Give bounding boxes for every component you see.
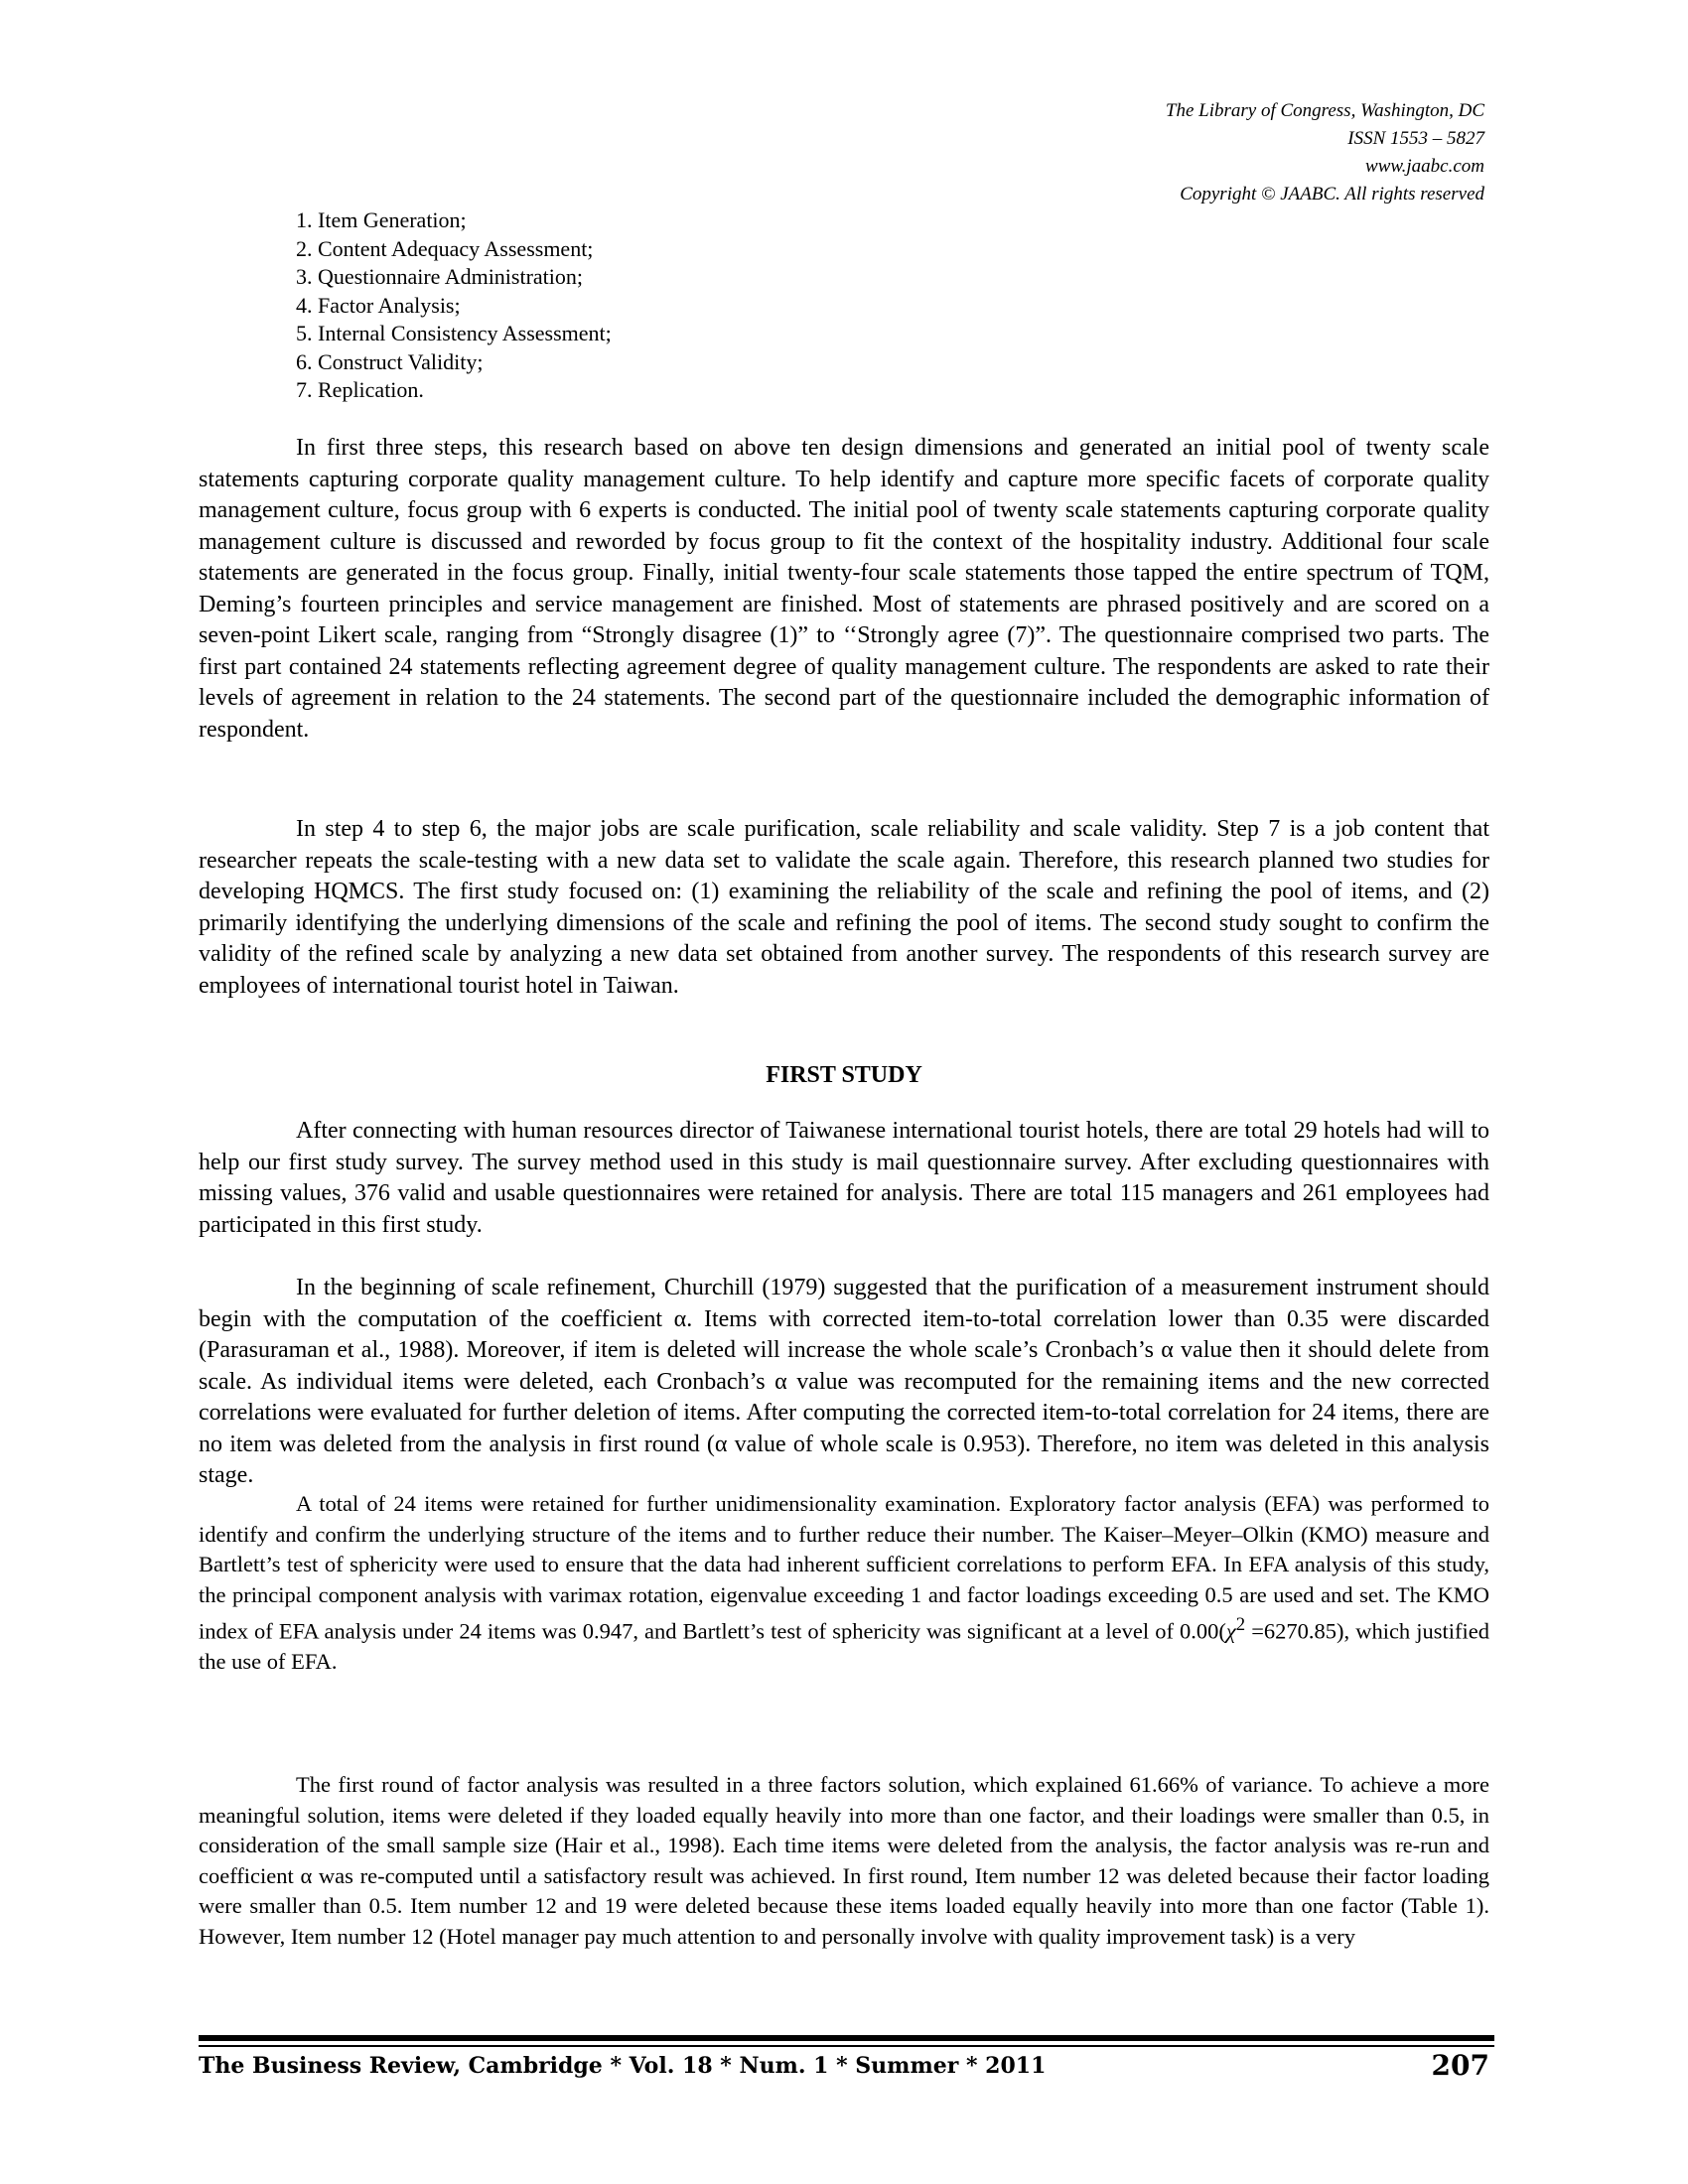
list-item: 2. Content Adequacy Assessment; [296,235,594,261]
paragraph-text: In the beginning of scale refinement, Churchill (1979) suggested that the purification of a measurement instrument should begin with the computation of the coefficient α. Items with corrected item-to-total correlation lower than 0.35 were discarded (Parasuraman et al., 1988). Moreover, if item is deleted will increase the whole scale’s Cronbach’s α value then it should delete from scale. As individual items were deleted, each Cronbach’s α value was recomputed for the remaining items and the new corrected correlations were evaluated for further deletion of items. After computing the corrected item-to-total correlation for 24 items, there are no item was deleted from the analysis in first round (α value of whole scale is 0.953). Therefore, no item was deleted in this analysis stage. [199,1275,1489,1488]
paragraph-text: In step 4 to step 6, the major jobs are scale purification, scale reliability and scale validity. Step 7 is a job content that researcher repeats the scale-testing with a new data set to validate the scale again. Therefore, this research planned two studies for developing HQMCS. The first study focused on: (1) examining the reliability of the scale and refining the pool of items, and (2) primarily identifying the underlying dimensions of the scale and refining the pool of items. The second study sought to confirm the validity of the refined scale by analyzing a new data set obtained from another survey. The respondents of this research survey are employees of international tourist hotel in Taiwan. [199,816,1489,999]
paragraph-scale-refinement [199,1273,1489,1492]
paragraph-text-part: A total of 24 items were retained for further unidimensionality examination. Exploratory factor analysis (EFA) was performed to identify and confirm the underlying structure of the items and to further reduce their number. The Kaiser–Meyer–Olkin (KMO) measure and Bartlett’s test of sphericity were used to ensure that the data had inherent sufficient correlations to perform EFA. In EFA analysis of this study, the principal component analysis with varimax rotation, eigenvalue exceeding 1 and factor loadings exceeding 0.5 are used and set. The KMO index of EFA analysis under 24 items was 0.947, and Bartlett’s test of sphericity was significant at a level of 0.00( [199,1491,1489,1644]
footer-rule-thick [199,2035,1494,2041]
footer-journal: The Business Review, Cambridge * Vol. 18 * Num. 1 * Summer * 2011 [199,2053,1047,2079]
paragraph-steps-four-to-six [199,814,1489,1002]
list-item: 5. Internal Consistency Assessment; [296,321,612,345]
header-website: www.jaabc.com [1365,156,1484,177]
paragraph-factor-analysis [199,1770,1489,1952]
header-issn: ISSN 1553 – 5827 [1347,128,1484,149]
paragraph-text [199,1489,1489,1678]
paragraph-survey [199,1116,1489,1241]
paragraph-text: After connecting with human resources director of Taiwanese international tourist hotels, there are total 29 hotels had will to help our first study survey. The survey method used in this study is mail questionnaire survey. After excluding questionnaires with missing values, 376 valid and usable questionnaires were retained for analysis. There are total 115 managers and 261 employees had participated in this first study. [199,1118,1489,1238]
list-item: 1. Item Generation; [296,207,467,232]
page-number: 207 [1431,2049,1489,2082]
running-header [889,97,1484,208]
section-heading: FIRST STUDY [766,1062,922,1088]
header-copyright: Copyright © JAABC. All rights reserved [1180,184,1484,205]
header-library: The Library of Congress, Washington, DC [1165,100,1484,121]
paragraph-text-part: =6270.85), which justified the use of EFA. [199,1618,1489,1674]
paragraph-first-three-steps [199,433,1489,746]
chi-superscript: 2 [1235,1614,1246,1635]
paragraph-text: In first three steps, this research based on above ten design dimensions and generated an initial pool of twenty scale statements capturing corporate quality management culture. To help identify and capture more specific facets of corporate quality management culture, focus group with 6 experts is conducted. The initial pool of twenty scale statements capturing corporate quality management culture is discussed and reworded by focus group to fit the context of the hospitality industry. Additional four scale statements are generated in the focus group. Finally, initial twenty-four scale statements those tapped the entire spectrum of TQM, Deming’s fourteen principles and service management are finished. Most of statements are phrased positively and are scored on a seven-point Likert scale, ranging from “Strongly disagree (1)” to ‘‘Strongly agree (7)”. The questionnaire comprised two parts. The first part contained 24 statements reflecting agreement degree of quality management culture. The respondents are asked to rate their levels of agreement in relation to the 24 statements. The second part of the questionnaire included the demographic information of respondent. [199,435,1489,743]
steps-list [296,206,612,405]
footer-rule-thin [199,2045,1494,2047]
list-item: 3. Questionnaire Administration; [296,264,584,289]
paragraph-text: The first round of factor analysis was resulted in a three factors solution, which explained 61.66% of variance. To achieve a more meaningful solution, items were deleted if they loaded equally heavily into more than one factor, and their loadings were smaller than 0.5, in consideration of the small sample size (Hair et al., 1998). Each time items were deleted from the analysis, the factor analysis was re-run and coefficient α was re-computed until a satisfactory result was achieved. In first round, Item number 12 was deleted because their factor loading were smaller than 0.5. Item number 12 and 19 were deleted because these items loaded equally heavily into more than one factor (Table 1). However, Item number 12 (Hotel manager pay much attention to and personally involve with quality improvement task) is a very [199,1772,1489,1949]
list-item: 6. Construct Validity; [296,348,484,374]
chi-symbol: χ [1225,1618,1236,1644]
list-item: 4. Factor Analysis; [296,292,461,318]
paragraph-efa [199,1489,1489,1678]
list-item: 7. Replication. [296,377,424,402]
